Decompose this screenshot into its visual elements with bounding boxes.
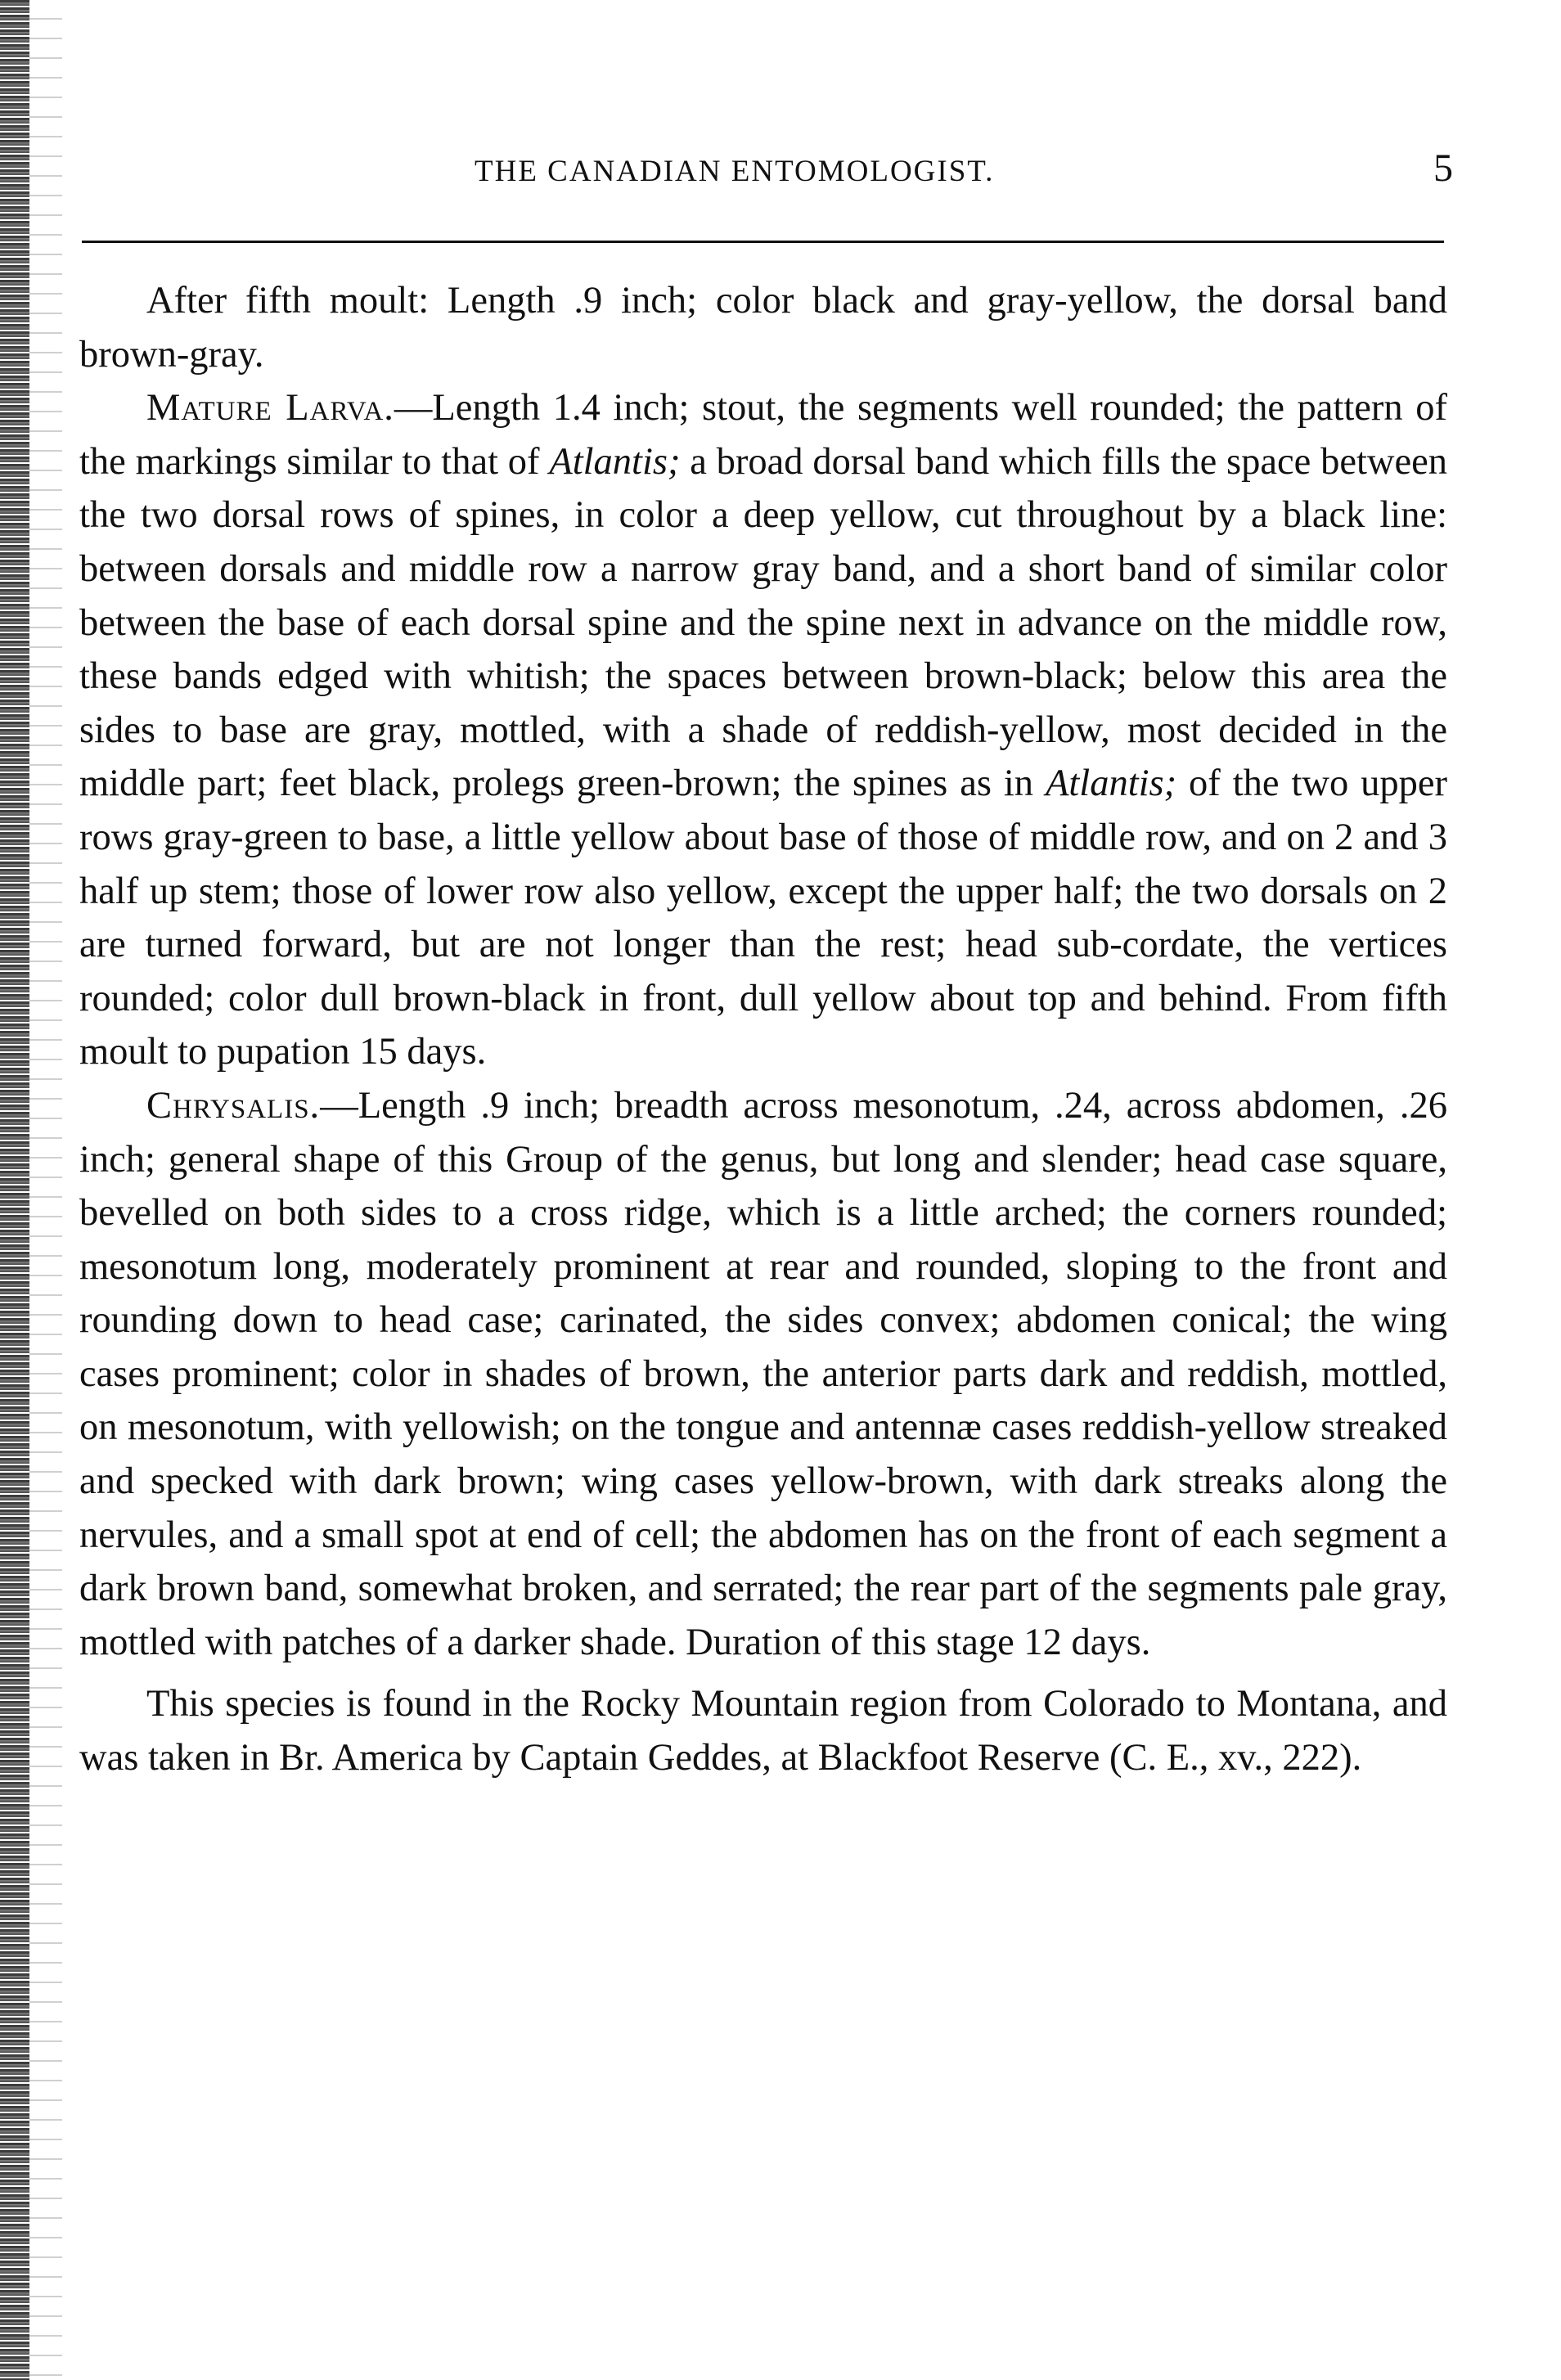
page-number: 5	[1433, 146, 1453, 190]
paragraph-text: a broad dorsal band which fills the space between the two dorsal rows of spines, in color a deep yellow, cut throughout by a black line: between dorsals and middle row a narrow gray band, and a short band of similar color between the base of each dorsal spine and the spine next in advance on the middle row, these bands edged with whitish; the spaces between brown-black; below this area the sides to base are gray, mottled, with a shade of reddish-yellow, most decided in the middle part; feet black, prolegs green-brown; the spines as in	[79, 440, 1447, 805]
paragraph-fifth-moult	[79, 274, 1447, 381]
page-body	[79, 274, 1447, 1785]
running-head: THE CANADIAN ENTOMOLOGIST.	[475, 155, 995, 188]
taxon-name: Atlantis;	[549, 440, 681, 483]
taxon-name: Atlantis;	[1045, 763, 1177, 805]
header-rule	[82, 241, 1444, 243]
section-heading-chrysalis: Chrysalis.	[146, 1084, 321, 1127]
paragraph-text: This species is found in the Rocky Mountain region from Colorado to Montana, and was taken in Br. America by Captain Geddes, at Blackfoot Reserve (C. E., xv., 222).	[79, 1683, 1447, 1779]
paragraph-text: —Length .9 inch; breadth across mesonotum, .24, across abdomen, .26 inch; general shape of this Group of the genus, but long and slender; head case square, bevelled on both sides to a cross ridge, which is a little arched; the corners rounded; mesonotum long, moderately prominent at rear and rounded, sloping to the front and rounding down to head case; carinated, the sides convex; abdomen conical; the wing cases prominent; color in shades of brown, the anterior parts dark and reddish, mottled, on mesonotum, with yellowish; on the tongue and antennæ cases reddish-yellow streaked and specked with dark brown; wing cases yellow-brown, with dark streaks along the nervules, and a small spot at end of cell; the abdomen has on the front of each segment a dark brown band, somewhat broken, and serrated; the rear part of the segments pale gray, mottled with patches of a darker shade. Duration of this stage 12 days.	[79, 1084, 1447, 1663]
paragraph-mature-larva	[79, 381, 1447, 1079]
binding-specks	[29, 0, 62, 2380]
binding-edge	[0, 0, 29, 2380]
paragraph-chrysalis	[79, 1079, 1447, 1670]
paragraph-text: of the two upper rows gray-green to base, a little yellow about base of those of middle row, and on 2 and 3 half up stem; those of lower row also yellow, except the upper half; the two dorsals on 2 are turned forward, but are not longer than the rest; head sub-cordate, the vertices rounded; color dull brown-black in front, dull yellow about top and behind. From fifth moult to pupation 15 days.	[79, 763, 1447, 1073]
paragraph-text: —Length 1.4 inch; stout, the segments well rounded; the pattern of the markings similar to that of	[79, 387, 1447, 483]
section-heading-mature-larva: Mature Larva.	[146, 387, 394, 430]
paragraph-range	[79, 1677, 1447, 1784]
paragraph-text: After fifth moult: Length .9 inch; color black and gray-yellow, the dorsal band brown-gray.	[79, 280, 1447, 376]
